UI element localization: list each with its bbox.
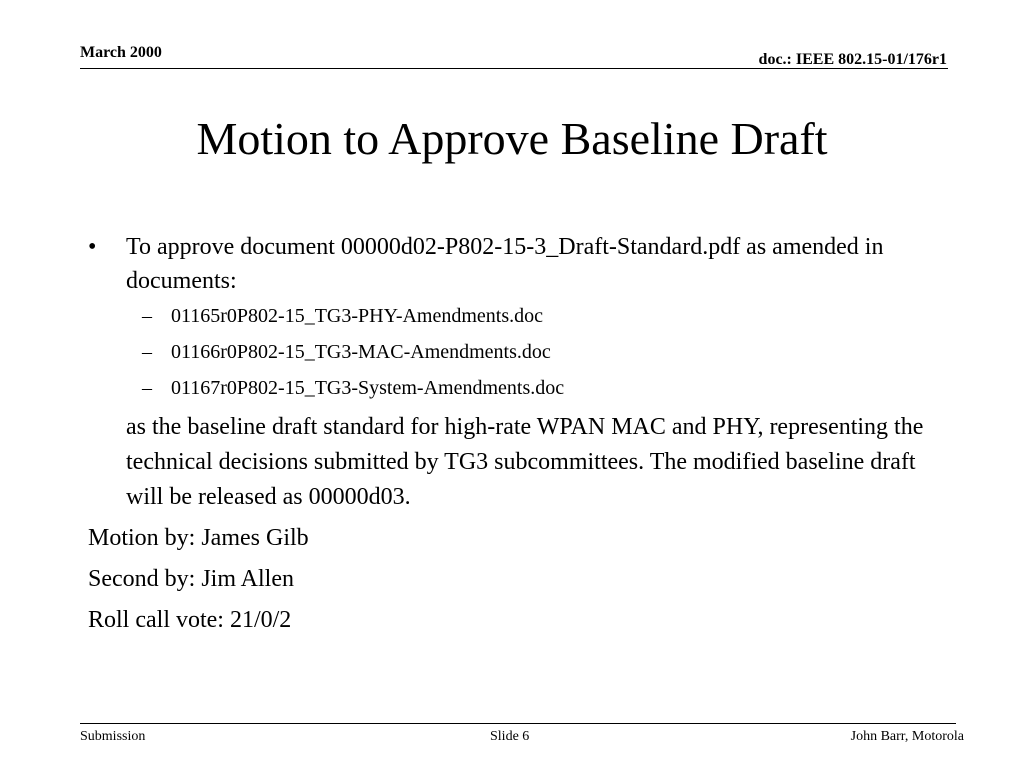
slide-body	[88, 230, 958, 638]
footer-slide-number: Slide 6	[490, 729, 530, 744]
bullet-icon: •	[88, 234, 97, 260]
dash-icon: –	[142, 341, 152, 363]
header-date: March 2000	[80, 44, 162, 61]
dash-icon: –	[142, 377, 152, 399]
footer-author: John Barr, Motorola	[850, 729, 964, 744]
motion-continuation-text: as the baseline draft standard for high-rate WPAN MAC and PHY, representing the technical decisions submitted by TG3 subcommittees. The modified baseline draft will be released as 00000d03.	[126, 414, 924, 510]
header-doc-id: doc.: IEEE 802.15-01/176r1	[758, 51, 947, 68]
footer-submission: Submission	[80, 729, 146, 744]
header-divider	[80, 68, 948, 69]
amendment-doc-name: 01167r0P802-15_TG3-System-Amendments.doc	[171, 377, 565, 399]
bullet-item	[88, 230, 958, 298]
amendment-doc-name: 01166r0P802-15_TG3-MAC-Amendments.doc	[171, 341, 551, 363]
amendment-doc-name: 01165r0P802-15_TG3-PHY-Amendments.doc	[171, 305, 544, 327]
slide-title: Motion to Approve Baseline Draft	[196, 113, 828, 164]
dash-icon: –	[142, 305, 152, 327]
list-item	[88, 302, 958, 330]
vote-result-text: Roll call vote: 21/0/2	[88, 607, 292, 633]
second-by-text: Second by: Jim Allen	[88, 566, 294, 592]
amendment-list	[88, 302, 958, 402]
list-item	[88, 338, 958, 366]
list-item	[88, 374, 958, 402]
bullet-text: To approve document 00000d02-P802-15-3_Draft-Standard.pdf as amended in documents:	[126, 234, 884, 294]
motion-by-text: Motion by: James Gilb	[88, 525, 309, 551]
footer-divider	[80, 723, 956, 724]
